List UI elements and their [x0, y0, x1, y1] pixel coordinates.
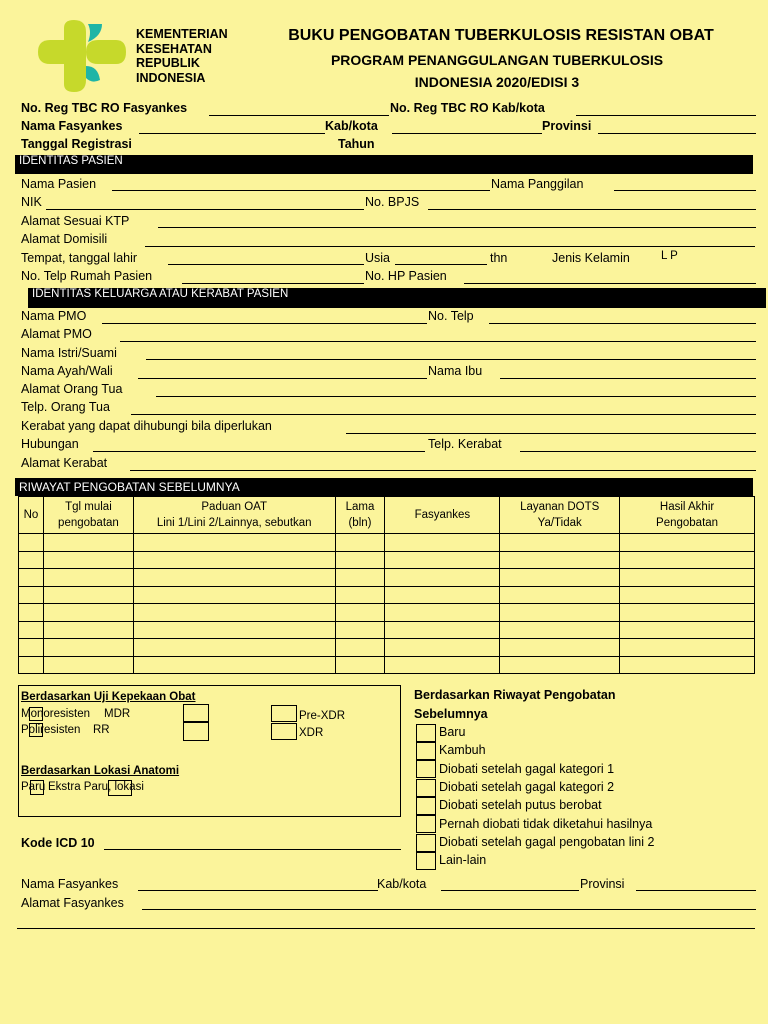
- footer-kabkota-label: Kab/kota: [377, 877, 427, 891]
- riwayat-label-gagal-2: Diobati setelah gagal kategori 2: [439, 780, 615, 794]
- footer-provinsi-label: Provinsi: [580, 877, 625, 891]
- reg-provinsi-label: Provinsi: [542, 119, 592, 133]
- riwayat-label-gagal-lini-2: Diobati setelah gagal pengobatan lini 2: [439, 835, 655, 849]
- riwayat-label-kambuh: Kambuh: [439, 743, 486, 757]
- ministry-logo-icon: [28, 18, 130, 96]
- patient-section-bar: IDENTITAS PASIEN: [15, 155, 753, 174]
- col-tgl-line1: Tgl mulai: [65, 501, 112, 513]
- ekstra-paru-label: Ekstra Paru, lokasi: [48, 781, 144, 793]
- ttl-label: Tempat, tanggal lahir: [21, 251, 138, 265]
- alamat-orang-tua-label: Alamat Orang Tua: [21, 382, 123, 396]
- no-telp-pmo-label: No. Telp: [428, 309, 474, 323]
- reg-kabkota-label: Kab/kota: [325, 119, 378, 133]
- tanggal-registrasi-label: Tanggal Registrasi: [21, 137, 132, 151]
- no-bpjs-label: No. BPJS: [365, 195, 420, 209]
- paru-label: Paru: [21, 781, 46, 793]
- nama-panggilan-line[interactable]: [614, 190, 756, 191]
- document-subtitle-2: INDONESIA 2020/EDISI 3: [414, 74, 580, 90]
- xdr-label: XDR: [299, 727, 324, 739]
- no-reg-kabkota-label: No. Reg TBC RO Kab/kota: [390, 101, 545, 115]
- tahun-label: Tahun: [338, 137, 375, 151]
- paru-checkbox[interactable]: [30, 780, 44, 795]
- col-hasil-line1: Hasil Akhir: [659, 501, 715, 513]
- rr-checkbox[interactable]: [183, 722, 209, 741]
- nik-line[interactable]: [46, 209, 364, 210]
- monoresisten-checkbox[interactable]: [29, 707, 43, 721]
- ministry-line-3: REPUBLIK: [136, 56, 200, 70]
- hubungan-line[interactable]: [93, 451, 425, 452]
- alamat-pmo-line[interactable]: [120, 341, 756, 342]
- alamat-kerabat-line[interactable]: [130, 470, 756, 471]
- resistance-box: [18, 685, 401, 817]
- no-hp-line[interactable]: [464, 283, 756, 284]
- ttl-line[interactable]: [168, 264, 364, 265]
- col-tgl-line2: pengobatan: [58, 517, 119, 529]
- nama-panggilan-label: Nama Panggilan: [491, 177, 584, 191]
- alamat-domisili-label: Alamat Domisili: [21, 232, 108, 246]
- col-paduan-line2: Lini 1/Lini 2/Lainnya, sebutkan: [156, 517, 312, 529]
- riwayat-option-putus[interactable]: [416, 797, 436, 815]
- no-bpjs-line[interactable]: [428, 209, 756, 210]
- jenis-kelamin-label: Jenis Kelamin: [552, 251, 630, 265]
- telp-orang-tua-line[interactable]: [131, 414, 756, 415]
- poliresisten-label: Poliresisten: [21, 724, 81, 736]
- ministry-logo: [28, 18, 130, 96]
- col-tgl-header: [43, 497, 133, 534]
- alamat-domisili-line[interactable]: [145, 246, 755, 247]
- riwayat-option-lain[interactable]: [416, 852, 436, 870]
- poliresisten-checkbox[interactable]: [29, 723, 43, 737]
- riwayat-label-baru: Baru: [439, 725, 466, 739]
- reg-nama-fasyankes-label: Nama Fasyankes: [21, 119, 123, 133]
- nama-ayah-wali-line[interactable]: [138, 378, 427, 379]
- table-row[interactable]: [19, 586, 755, 604]
- riwayat-label-gagal-1: Diobati setelah gagal kategori 1: [439, 762, 615, 776]
- no-reg-fasyankes-label: No. Reg TBC RO Fasyankes: [21, 101, 188, 115]
- telp-kerabat-line[interactable]: [520, 451, 756, 452]
- history-table: [18, 496, 755, 674]
- monoresisten-label: Monoresisten: [21, 708, 91, 720]
- alamat-fasyankes-line[interactable]: [142, 909, 756, 910]
- rr-label: RR: [93, 724, 110, 736]
- col-hasil-line2: Pengobatan: [656, 517, 719, 529]
- nama-ayah-wali-label: Nama Ayah/Wali: [21, 364, 113, 378]
- ekstra-paru-checkbox[interactable]: [108, 780, 132, 796]
- riwayat-option-baru[interactable]: [416, 724, 436, 742]
- riwayat-label-putus: Diobati setelah putus berobat: [439, 798, 602, 812]
- col-paduan-line1: Paduan OAT: [201, 501, 268, 513]
- footer-nama-fasyankes-line[interactable]: [138, 890, 378, 891]
- no-reg-kabkota-line[interactable]: [576, 115, 756, 116]
- col-no-header: No: [19, 497, 44, 534]
- no-hp-label: No. HP Pasien: [365, 269, 447, 283]
- footer-nama-fasyankes-label: Nama Fasyankes: [21, 877, 119, 891]
- ministry-name: [136, 27, 228, 85]
- mdr-checkbox[interactable]: [183, 704, 209, 722]
- riwayat-option-gagal-1[interactable]: [416, 760, 436, 778]
- lokasi-anatomi-title: Berdasarkan Lokasi Anatomi: [21, 765, 180, 777]
- nik-label: NIK: [21, 195, 42, 209]
- kerabat-dihubungi-line[interactable]: [346, 433, 756, 434]
- uji-kepekaan-title: Berdasarkan Uji Kepekaan Obat: [21, 691, 196, 703]
- col-dots-line1: Layanan DOTS: [520, 501, 600, 513]
- alamat-orang-tua-line[interactable]: [156, 396, 756, 397]
- hubungan-label: Hubungan: [21, 437, 79, 451]
- kerabat-dihubungi-label: Kerabat yang dapat dihubungi bila diperlukan: [21, 419, 272, 433]
- nama-pasien-label: Nama Pasien: [21, 177, 97, 191]
- pre-xdr-label: Pre-XDR: [299, 710, 346, 722]
- table-row[interactable]: [19, 569, 755, 587]
- col-lama-line1: Lama: [345, 501, 375, 513]
- ministry-line-4: INDONESIA: [136, 70, 206, 85]
- col-dots-line2: Ya/Tidak: [537, 517, 582, 529]
- usia-label: Usia: [365, 251, 391, 265]
- reg-provinsi-line[interactable]: [598, 133, 756, 134]
- no-telp-rumah-line[interactable]: [182, 283, 364, 284]
- usia-line[interactable]: [395, 264, 487, 265]
- riwayat-type-title-2: Sebelumnya: [414, 707, 488, 721]
- col-lama-line2: (bln): [348, 517, 372, 529]
- col-hasil-header: [620, 497, 755, 534]
- nama-ibu-label: Nama Ibu: [428, 364, 483, 378]
- no-reg-fasyankes-line[interactable]: [209, 115, 389, 116]
- jenis-kelamin-options[interactable]: L P: [661, 250, 678, 262]
- table-row[interactable]: [19, 639, 755, 657]
- nama-istri-suami-line[interactable]: [146, 359, 756, 360]
- footer-kabkota-line[interactable]: [441, 890, 579, 891]
- nama-pmo-label: Nama PMO: [21, 309, 87, 323]
- nama-istri-suami-label: Nama Istri/Suami: [21, 346, 117, 360]
- telp-orang-tua-label: Telp. Orang Tua: [21, 400, 110, 414]
- table-row[interactable]: [19, 551, 755, 569]
- family-section-bar: IDENTITAS KELUARGA ATAU KERABAT PASIEN: [28, 288, 766, 308]
- riwayat-label-lain: Lain-lain: [439, 853, 487, 867]
- thn-label: thn: [490, 251, 508, 265]
- alamat-kerabat-label: Alamat Kerabat: [21, 456, 108, 470]
- alamat-ktp-line[interactable]: [158, 227, 756, 228]
- riwayat-option-gagal-2[interactable]: [416, 779, 436, 797]
- table-row[interactable]: [19, 534, 755, 552]
- riwayat-type-title-1: Berdasarkan Riwayat Pengobatan: [414, 688, 616, 702]
- alamat-pmo-label: Alamat PMO: [21, 327, 92, 341]
- riwayat-option-kambuh[interactable]: [416, 742, 436, 760]
- table-row[interactable]: [19, 621, 755, 639]
- document-title: BUKU PENGOBATAN TUBERKULOSIS RESISTAN OBAT: [288, 27, 714, 44]
- history-table-header: [19, 497, 755, 534]
- footer-provinsi-line[interactable]: [636, 890, 756, 891]
- xdr-checkbox[interactable]: [271, 723, 297, 740]
- table-row[interactable]: [19, 656, 755, 674]
- ministry-line-2: KESEHATAN: [136, 41, 212, 56]
- riwayat-checkbox[interactable]: [416, 724, 436, 742]
- nama-ibu-line[interactable]: [500, 378, 756, 379]
- no-telp-rumah-label: No. Telp Rumah Pasien: [21, 269, 153, 283]
- col-lama-header: [335, 497, 385, 534]
- alamat-ktp-label: Alamat Sesuai KTP: [21, 214, 130, 228]
- no-telp-pmo-line[interactable]: [489, 323, 756, 324]
- pre-xdr-checkbox[interactable]: [271, 705, 297, 722]
- reg-kabkota-line[interactable]: [392, 133, 542, 134]
- reg-nama-fasyankes-line[interactable]: [139, 133, 325, 134]
- telp-kerabat-label: Telp. Kerabat: [428, 437, 502, 451]
- kode-icd-label: Kode ICD 10: [21, 836, 95, 850]
- table-row[interactable]: [19, 604, 755, 622]
- nama-pmo-line[interactable]: [102, 323, 427, 324]
- col-paduan-header: [133, 497, 335, 534]
- riwayat-option-gagal-lini-2[interactable]: [416, 834, 436, 852]
- history-section-bar: RIWAYAT PENGOBATAN SEBELUMNYA: [15, 478, 753, 496]
- riwayat-option-tidak-diketahui[interactable]: [416, 815, 436, 833]
- col-dots-header: [500, 497, 620, 534]
- alamat-fasyankes-line-2[interactable]: [17, 928, 755, 929]
- ministry-line-1: KEMENTERIAN: [136, 27, 228, 41]
- nama-pasien-line[interactable]: [112, 190, 490, 191]
- mdr-label: MDR: [104, 708, 131, 720]
- kode-icd-line[interactable]: [104, 849, 401, 850]
- riwayat-label-tidak-diketahui: Pernah diobati tidak diketahui hasilnya: [439, 817, 653, 831]
- alamat-fasyankes-label: Alamat Fasyankes: [21, 896, 124, 910]
- col-fasyankes-header: Fasyankes: [385, 497, 500, 534]
- document-subtitle-1: PROGRAM PENANGGULANGAN TUBERKULOSIS: [330, 52, 664, 68]
